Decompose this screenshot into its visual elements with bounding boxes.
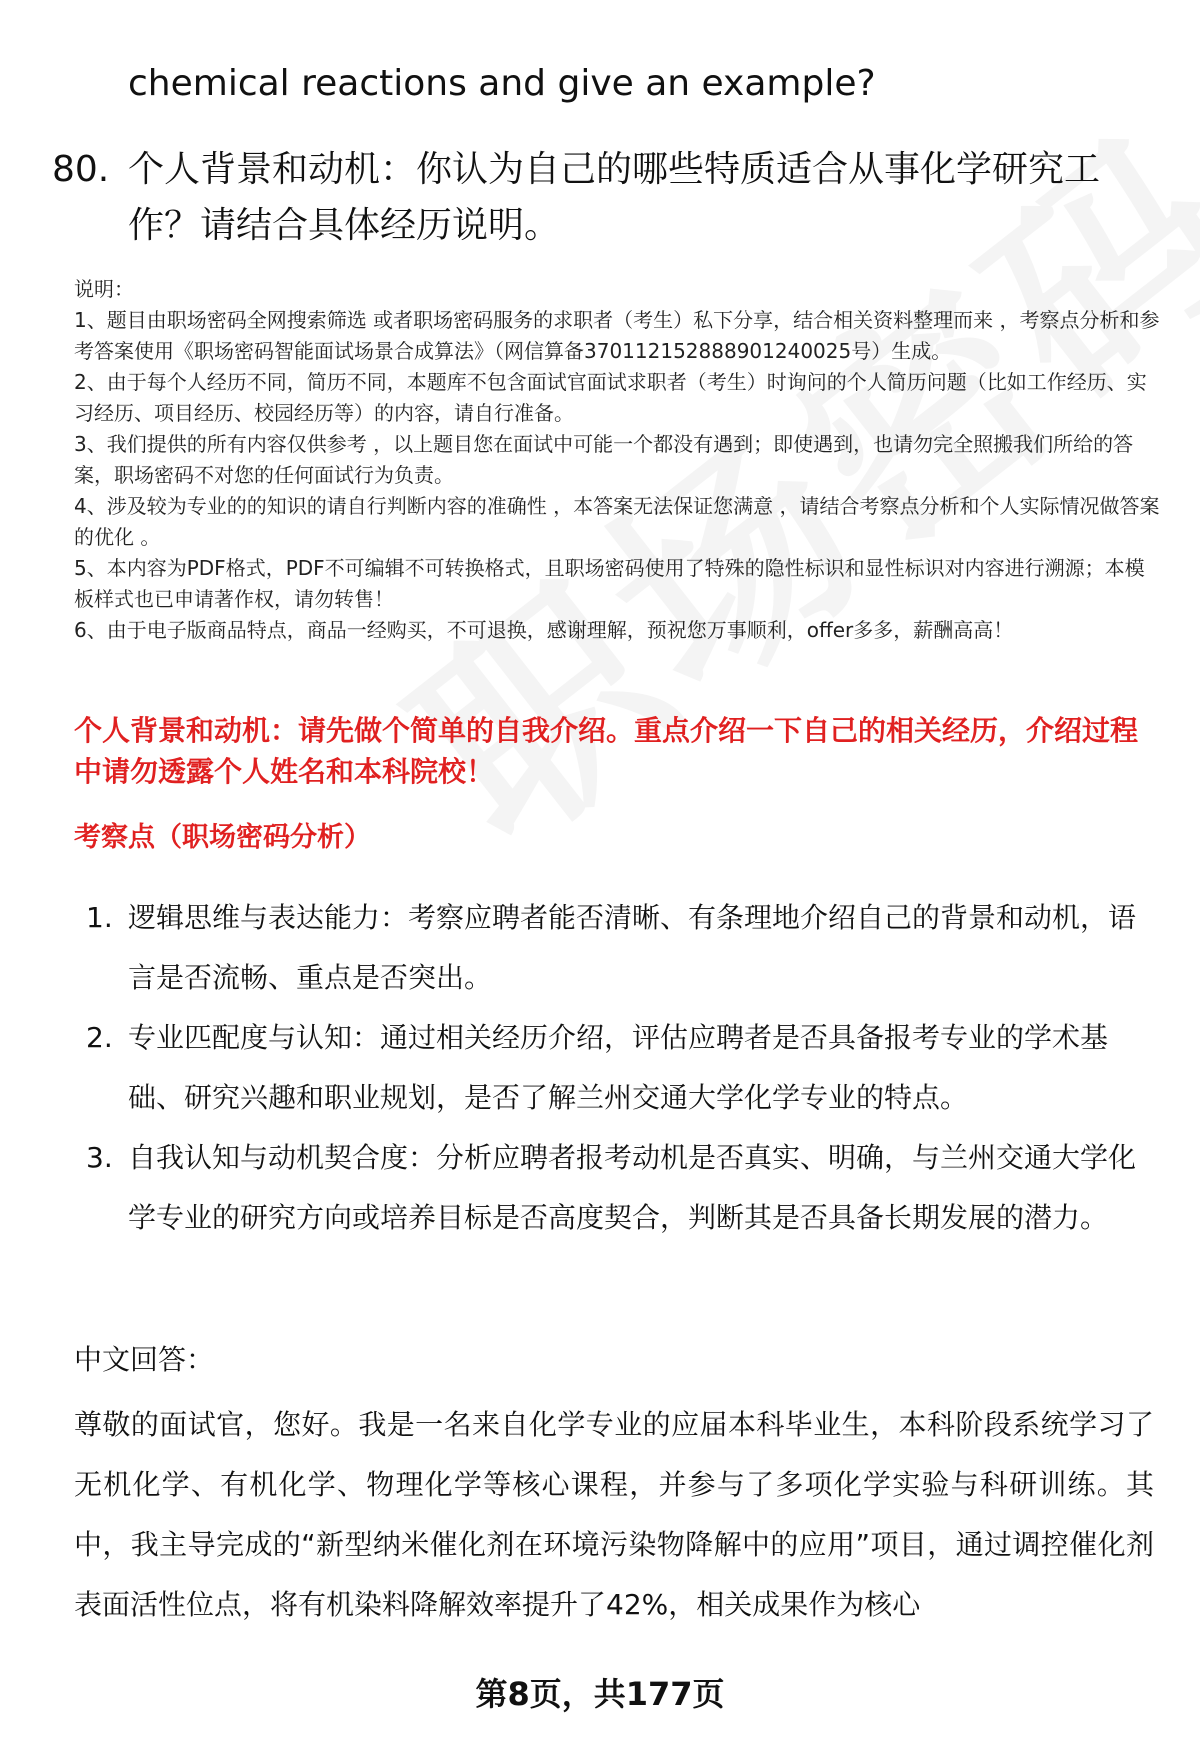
notes-title: 说明：: [74, 277, 134, 301]
notes-item: 1、题目由职场密码全网搜索筛选 或者职场密码服务的求职者（考生）私下分享，结合相关资料整理而来 ，考察点分析和参考答案使用《职场密码智能面试场景合成算法》（网信算备370112152888901240025号）生成。: [74, 308, 1160, 363]
answer-text: 尊敬的面试官，您好。我是一名来自化学专业的应届本科毕业生，本科阶段系统学习了无机化学、有机化学、物理化学等核心课程，并参与了多项化学实验与科研训练。其中，我主导完成的“新型纳米催化剂在环境污染物降解中的应用”项目，通过调控催化剂表面活性位点，将有机染料降解效率提升了42%，相关成果作为核心: [74, 1408, 1154, 1621]
question-80: [52, 142, 1132, 254]
list-item: [86, 1128, 1146, 1248]
list-item: [86, 888, 1146, 1008]
point-number: 2.: [86, 1021, 113, 1054]
continued-question-text: chemical reactions and give an example?: [128, 63, 876, 104]
analysis-points-list: [86, 888, 1146, 1248]
question-text: 个人背景和动机：你认为自己的哪些特质适合从事化学研究工作？请结合具体经历说明。: [128, 149, 1101, 246]
page-footer: 第8页，共177页: [475, 1675, 725, 1713]
notes-item: 2、由于每个人经历不同，简历不同，本题库不包含面试官面试求职者（考生）时询问的个人简历问题（比如工作经历、实习经历、项目经历、校园经历等）的内容，请自行准备。: [74, 370, 1147, 425]
point-number: 1.: [86, 901, 113, 934]
point-text: 逻辑思维与表达能力：考察应聘者能否清晰、有条理地介绍自己的背景和动机，语言是否流畅、重点是否突出。: [128, 901, 1137, 994]
point-text: 自我认知与动机契合度：分析应聘者报考动机是否真实、明确，与兰州交通大学化学专业的研究方向或培养目标是否高度契合，判断其是否具备长期发展的潜力。: [128, 1141, 1137, 1234]
analysis-section-title: 考察点（职场密码分析）: [74, 822, 371, 853]
notes-item: 3、我们提供的所有内容仅供参考 ，以上题目您在面试中可能一个都没有遇到；即使遇到，也请勿完全照搬我们所给的答案，职场密码不对您的任何面试行为负责。: [74, 432, 1134, 487]
notes-item: 4、涉及较为专业的的知识的请自行判断内容的准确性 ，本答案无法保证您满意 ，请结合考察点分析和个人实际情况做答案的优化 。: [74, 494, 1160, 549]
list-item: [86, 1008, 1146, 1128]
point-text: 专业匹配度与认知：通过相关经历介绍，评估应聘者是否具备报考专业的学术基础、研究兴趣和职业规划，是否了解兰州交通大学化学专业的特点。: [128, 1021, 1109, 1114]
point-number: 3.: [86, 1141, 113, 1174]
interview-prompt: 个人背景和动机：请先做个简单的自我介绍。重点介绍一下自己的相关经历，介绍过程中请勿透露个人姓名和本科院校！: [74, 714, 1139, 788]
notes-item: 5、本内容为PDF格式，PDF不可编辑不可转换格式，且职场密码使用了特殊的隐性标识和显性标识对内容进行溯源；本模板样式也已申请著作权，请勿转售！: [74, 556, 1145, 611]
question-number: 80.: [52, 149, 110, 190]
answer-label: 中文回答：: [74, 1343, 215, 1376]
notes-block: [74, 274, 1160, 646]
notes-item: 6、由于电子版商品特点，商品一经购买，不可退换，感谢理解，预祝您万事顺利，offer多多，薪酬高高！: [74, 618, 1014, 642]
